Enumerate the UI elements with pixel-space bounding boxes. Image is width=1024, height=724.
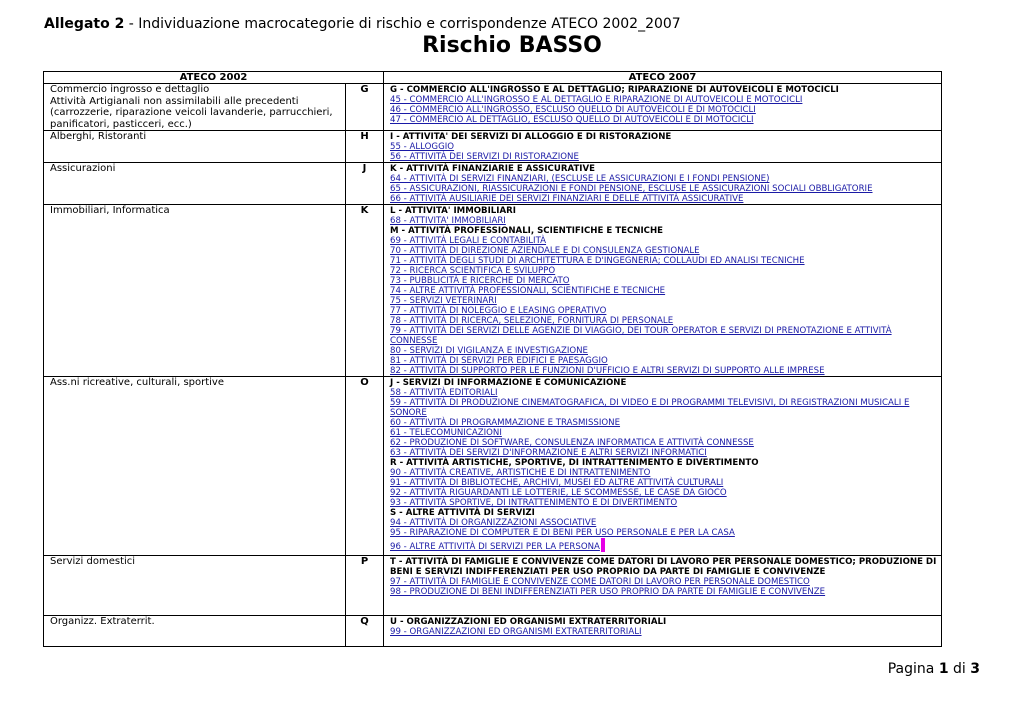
ateco-2002-code: H <box>346 131 384 163</box>
ateco-division-label: 56 - ATTIVITÀ DEI SERVIZI DI RISTORAZIONE <box>390 152 579 162</box>
ateco-2002-description <box>44 163 346 205</box>
ateco-2007-entries <box>384 556 942 616</box>
ateco-division-label: 81 - ATTIVITÀ DI SERVIZI PER EDIFICI E PAESAGGIO <box>390 356 608 366</box>
ateco-division-link[interactable] <box>390 627 941 637</box>
ateco-division-link[interactable] <box>390 478 941 488</box>
ateco-division-link[interactable] <box>390 538 941 552</box>
ateco-division-link[interactable] <box>390 152 941 162</box>
description-line: Immobiliari, Informatica <box>50 205 170 216</box>
ateco-division-link[interactable] <box>390 428 941 438</box>
ateco-division-label: 61 - TELECOMUNICAZIONI <box>390 428 502 438</box>
allegato-label: Allegato 2 <box>44 16 125 32</box>
ateco-division-link[interactable] <box>390 488 941 498</box>
page-footer <box>888 661 980 677</box>
ateco-division-link[interactable] <box>390 216 941 226</box>
ateco-2007-entries <box>384 205 942 377</box>
ateco-division-link[interactable] <box>390 528 941 538</box>
ateco-division-link[interactable] <box>390 438 941 448</box>
ateco-section-heading: M - ATTIVITÀ PROFESSIONALI, SCIENTIFICHE E TECNICHE <box>390 226 664 236</box>
ateco-division-link[interactable] <box>390 388 941 398</box>
ateco-2002-description <box>44 131 346 163</box>
ateco-division-link[interactable] <box>390 115 941 125</box>
ateco-division-link[interactable] <box>390 418 941 428</box>
ateco-division-link[interactable] <box>390 194 941 204</box>
ateco-division-link[interactable] <box>390 266 941 276</box>
ateco-division-label: 46 - COMMERCIO ALL'INGROSSO, ESCLUSO QUELLO DI AUTOVEICOLI E DI MOTOCICLI <box>390 105 756 115</box>
ateco-division-link[interactable] <box>390 306 941 316</box>
page-total: 3 <box>970 661 980 677</box>
description-line: Organizz. Extraterrit. <box>50 616 155 627</box>
description-line: (carrozzerie, riparazione veicoli lavanderie, parrucchieri, <box>50 107 333 118</box>
ateco-division-label: 60 - ATTIVITÀ DI PROGRAMMAZIONE E TRASMISSIONE <box>390 418 621 428</box>
ateco-section-heading: L - ATTIVITA' IMMOBILIARI <box>390 206 516 216</box>
ateco-division-label: 66 - ATTIVITÀ AUSILIARIE DEI SERVIZI FINANZIARI E DELLE ATTIVITÀ ASSICURATIVE <box>390 194 744 204</box>
page-label: Pagina <box>887 661 939 677</box>
ateco-division-link[interactable] <box>390 398 941 418</box>
table-header-row <box>44 72 942 84</box>
ateco-division-label: 97 - ATTIVITÀ DI FAMIGLIE E CONVIVENZE COME DATORI DI LAVORO PER PERSONALE DOMESTICO <box>390 577 810 587</box>
table-row <box>44 616 942 647</box>
ateco-2002-description <box>44 205 346 377</box>
ateco-division-label: 55 - ALLOGGIO <box>390 142 455 152</box>
ateco-division-label: 63 - ATTIVITÀ DEI SERVIZI D'INFORMAZIONE E ALTRI SERVIZI INFORMATICI <box>390 448 707 458</box>
header-subtitle: - Individuazione macrocategorie di rischio e corrispondenze ATECO 2002_2007 <box>124 16 681 32</box>
ateco-2002-code: Q <box>346 616 384 647</box>
table-row <box>44 556 942 616</box>
ateco-section-heading: J - SERVIZI DI INFORMAZIONE E COMUNICAZIONE <box>390 378 627 388</box>
ateco-division-link[interactable] <box>390 142 941 152</box>
ateco-division-label: 45 - COMMERCIO ALL'INGROSSO E AL DETTAGLIO E RIPARAZIONE DI AUTOVEICOLI E MOTOCICLI <box>390 95 803 105</box>
ateco-division-label: 58 - ATTIVITÀ EDITORIALI <box>390 388 498 398</box>
ateco-2002-description <box>44 377 346 556</box>
ateco-division-link[interactable] <box>390 356 941 366</box>
ateco-division-label: 98 - PRODUZIONE DI BENI INDIFFERENZIATI PER USO PROPRIO DA PARTE DI FAMIGLIE E CONVIVENZE <box>390 587 826 597</box>
ateco-section-heading: T - ATTIVITÀ DI FAMIGLIE E CONVIVENZE COME DATORI DI LAVORO PER PERSONALE DOMESTICO; PRODUZIONE DI BENI E SERVIZI INDIFFERENZIATI PER USO PROPRIO DA PARTE DI FAMIGLIE E CONVIVENZE <box>390 557 937 577</box>
description-line: Ass.ni ricreative, culturali, sportive <box>50 377 225 388</box>
ateco-2007-entries <box>384 131 942 163</box>
description-line: Attività Artigianali non assimilabili alle precedenti <box>50 95 299 107</box>
table-row <box>44 84 942 131</box>
ateco-division-label: 99 - ORGANIZZAZIONI ED ORGANISMI EXTRATERRITORIALI <box>390 627 642 637</box>
document-header <box>44 16 681 32</box>
ateco-division-label: 74 - ALTRE ATTIVITÀ PROFESSIONALI, SCIENTIFICHE E TECNICHE <box>390 286 666 296</box>
ateco-division-label: 62 - PRODUZIONE DI SOFTWARE, CONSULENZA INFORMATICA E ATTIVITÀ CONNESSE <box>390 438 754 448</box>
ateco-division-link[interactable] <box>390 448 941 458</box>
ateco-division-link[interactable] <box>390 366 941 376</box>
ateco-section-heading: U - ORGANIZZAZIONI ED ORGANISMI EXTRATERRITORIALI <box>390 617 667 627</box>
ateco-division-label: 68 - ATTIVITA' IMMOBILIARI <box>390 216 506 226</box>
ateco-2007-entries <box>384 616 942 647</box>
ateco-division-link[interactable] <box>390 498 941 508</box>
ateco-2002-code: J <box>346 163 384 205</box>
ateco-division-label: 64 - ATTIVITÀ DI SERVIZI FINANZIARI, (ESCLUSE LE ASSICURAZIONI E I FONDI PENSIONE) <box>390 174 770 184</box>
header-ateco-2007: ATECO 2007 <box>384 72 942 84</box>
header-ateco-2002: ATECO 2002 <box>44 72 384 84</box>
ateco-2002-code: K <box>346 205 384 377</box>
ateco-division-link[interactable] <box>390 105 941 115</box>
ateco-section-heading: K - ATTIVITÀ FINANZIARIE E ASSICURATIVE <box>390 164 596 174</box>
ateco-division-link[interactable] <box>390 468 941 478</box>
ateco-division-link[interactable] <box>390 174 941 184</box>
ateco-division-label: 93 - ATTIVITÀ SPORTIVE, DI INTRATTENIMENTO E DI DIVERTIMENTO <box>390 498 678 508</box>
table-row <box>44 163 942 205</box>
ateco-division-label: 75 - SERVIZI VETERINARI <box>390 296 497 306</box>
ateco-division-label: 95 - RIPARAZIONE DI COMPUTER E DI BENI PER USO PERSONALE E PER LA CASA <box>390 528 735 538</box>
ateco-division-label: 73 - PUBBLICITÀ E RICERCHE DI MERCATO <box>390 276 570 286</box>
ateco-section-heading: I - ATTIVITA' DEI SERVIZI DI ALLOGGIO E DI RISTORAZIONE <box>390 132 672 142</box>
ateco-2002-description <box>44 556 346 616</box>
table-row <box>44 205 942 377</box>
ateco-division-link[interactable] <box>390 518 941 528</box>
ateco-division-link[interactable] <box>390 276 941 286</box>
ateco-section-heading: G - COMMERCIO ALL'INGROSSO E AL DETTAGLIO; RIPARAZIONE DI AUTOVEICOLI E MOTOCICLI <box>390 85 839 95</box>
ateco-table <box>43 71 942 647</box>
ateco-division-label: 92 - ATTIVITÀ RIGUARDANTI LE LOTTERIE, LE SCOMMESSE, LE CASE DA GIOCO <box>390 488 727 498</box>
ateco-division-label: 80 - SERVIZI DI VIGILANZA E INVESTIGAZIONE <box>390 346 588 356</box>
ateco-division-label: 70 - ATTIVITÀ DI DIREZIONE AZIENDALE E DI CONSULENZA GESTIONALE <box>390 246 700 256</box>
description-line: panificatori, pasticceri, ecc.) <box>50 118 192 130</box>
description-line: Alberghi, Ristoranti <box>50 131 147 142</box>
ateco-division-label: 77 - ATTIVITÀ DI NOLEGGIO E LEASING OPERATIVO <box>390 306 607 316</box>
ateco-division-label: 59 - ATTIVITÀ DI PRODUZIONE CINEMATOGRAFICA, DI VIDEO E DI PROGRAMMI TELEVISIVI, DI REGISTRAZIONI MUSICALI E SONORE <box>390 398 910 418</box>
ateco-section-heading: S - ALTRE ATTIVITÀ DI SERVIZI <box>390 508 535 518</box>
ateco-division-label: 91 - ATTIVITÀ DI BIBLIOTECHE, ARCHIVI, MUSEI ED ALTRE ATTIVITÀ CULTURALI <box>390 478 724 488</box>
ateco-division-label: 78 - ATTIVITÀ DI RICERCA, SELEZIONE, FORNITURA DI PERSONALE <box>390 316 674 326</box>
description-line: Commercio ingrosso e dettaglio <box>50 84 210 95</box>
ateco-division-link[interactable] <box>390 286 941 296</box>
table-row <box>44 131 942 163</box>
ateco-2002-description <box>44 84 346 131</box>
ateco-division-label: 72 - RICERCA SCIENTIFICA E SVILUPPO <box>390 266 556 276</box>
page-number: 1 <box>938 661 949 677</box>
ateco-division-link[interactable] <box>390 326 941 346</box>
table-row <box>44 377 942 556</box>
ateco-division-link[interactable] <box>390 296 941 306</box>
ateco-division-label: 69 - ATTIVITÀ LEGALI E CONTABILITÀ <box>390 236 547 246</box>
ateco-division-label: 79 - ATTIVITÀ DEI SERVIZI DELLE AGENZIE DI VIAGGIO, DEI TOUR OPERATOR E SERVIZI DI PRENOTAZIONE E ATTIVITÀ CONNESSE <box>390 326 892 346</box>
ateco-division-link[interactable] <box>390 246 941 256</box>
ateco-division-label: 82 - ATTIVITÀ DI SUPPORTO PER LE FUNZIONI D'UFFICIO E ALTRI SERVIZI DI SUPPORTO ALLE IMPRESE <box>390 366 825 376</box>
ateco-division-link[interactable] <box>390 587 941 597</box>
ateco-division-link[interactable] <box>390 184 941 194</box>
page-of: di <box>948 661 971 677</box>
ateco-division-link[interactable] <box>390 236 941 246</box>
page-title: Rischio BASSO <box>422 33 602 58</box>
ateco-division-link[interactable] <box>390 256 941 266</box>
ateco-2007-entries <box>384 84 942 131</box>
ateco-2002-code: G <box>346 84 384 131</box>
ateco-division-link[interactable] <box>390 95 941 105</box>
ateco-division-label: 96 - ALTRE ATTIVITÀ DI SERVIZI PER LA PERSONA <box>390 542 600 552</box>
ateco-division-label: 65 - ASSICURAZIONI, RIASSICURAZIONI E FONDI PENSIONE, ESCLUSE LE ASSICURAZIONI SOCIALI OBBLIGATORIE <box>390 184 873 194</box>
description-line: Servizi domestici <box>50 556 136 567</box>
ateco-division-link[interactable] <box>390 577 941 587</box>
ateco-division-label: 90 - ATTIVITÀ CREATIVE, ARTISTICHE E DI INTRATTENIMENTO <box>390 468 651 478</box>
ateco-2002-code: P <box>346 556 384 616</box>
ateco-division-label: 47 - COMMERCIO AL DETTAGLIO, ESCLUSO QUELLO DI AUTOVEICOLI E DI MOTOCICLI <box>390 115 754 125</box>
text-cursor <box>601 538 605 552</box>
ateco-division-label: 71 - ATTIVITÀ DEGLI STUDI DI ARCHITETTURA E D'INGEGNERIA; COLLAUDI ED ANALISI TECNICHE <box>390 256 805 266</box>
ateco-2002-code: O <box>346 377 384 556</box>
ateco-section-heading: R - ATTIVITÀ ARTISTICHE, SPORTIVE, DI INTRATTENIMENTO E DIVERTIMENTO <box>390 458 759 468</box>
ateco-2002-description <box>44 616 346 647</box>
ateco-division-link[interactable] <box>390 316 941 326</box>
ateco-division-link[interactable] <box>390 346 941 356</box>
ateco-division-label: 94 - ATTIVITÀ DI ORGANIZZAZIONI ASSOCIATIVE <box>390 518 597 528</box>
ateco-2007-entries <box>384 163 942 205</box>
ateco-2007-entries <box>384 377 942 556</box>
description-line: Assicurazioni <box>50 163 116 174</box>
